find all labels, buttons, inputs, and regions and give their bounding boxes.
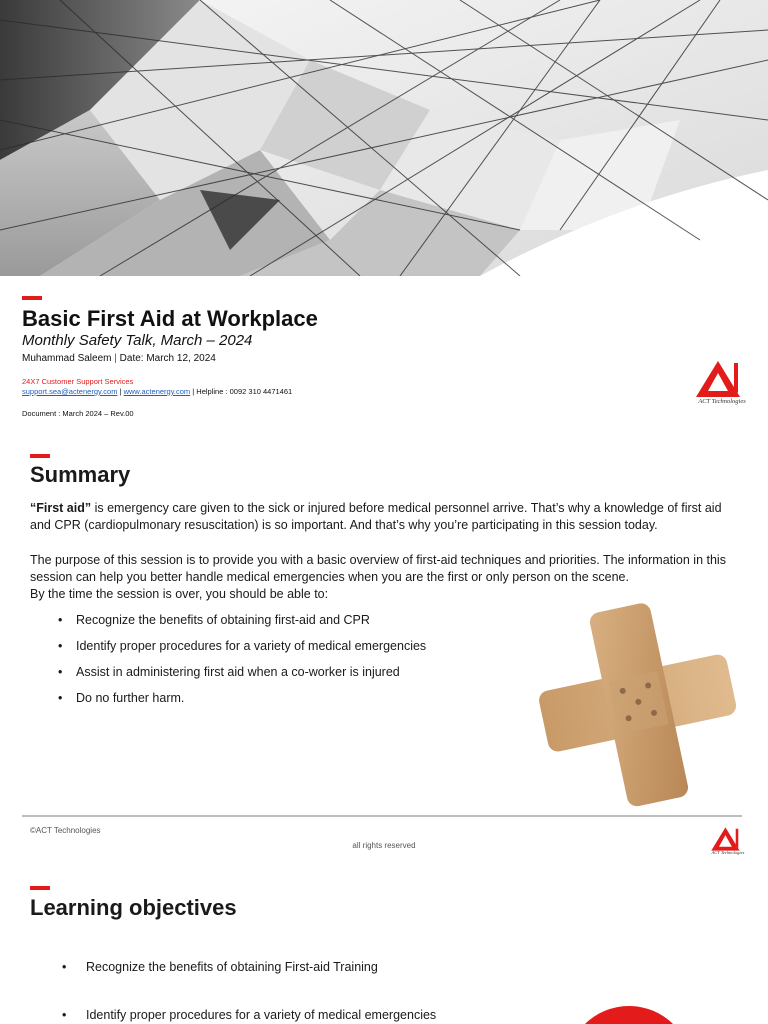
logo-company-name: ACT Technologies	[698, 398, 746, 405]
footer-rights: all rights reserved	[352, 841, 416, 850]
author-separator: |	[114, 353, 117, 364]
list-item: • Recognize the benefits of obtaining first-aid and CPR	[58, 611, 426, 637]
first-aid-term: “First aid”	[30, 501, 92, 515]
title-accent-bar	[22, 296, 42, 300]
website-link[interactable]: www.actenergy.com	[123, 387, 191, 396]
objectives-heading: Learning objectives	[30, 895, 237, 920]
summary-heading: Summary	[30, 462, 131, 487]
document-revision: Document : March 2024 – Rev.00	[22, 409, 134, 418]
cross-bandage-image	[532, 602, 744, 808]
list-item: • Do no further harm.	[58, 689, 426, 715]
summary-paragraph-3: By the time the session is over, you should be able to:	[30, 587, 329, 601]
hero-architecture-image	[0, 0, 768, 276]
list-item: • Identify proper procedures for a variety of medical emergencies	[58, 637, 426, 663]
company-logo	[694, 359, 750, 411]
objectives-bullet-list	[62, 958, 436, 1024]
author-name: Muhammad Saleem	[22, 353, 112, 364]
support-separator: |	[119, 387, 122, 396]
helpline-text: | Helpline : 0092 310 4471461	[192, 387, 293, 396]
footer-copyright: ©ACT Technologies	[30, 826, 101, 835]
list-item: • Recognize the benefits of obtaining First-aid Training	[62, 958, 436, 1006]
act-triangle-logo-icon	[694, 359, 750, 399]
support-contact-line	[22, 387, 292, 396]
summary-paragraph-2: The purpose of this session is to provide you with a basic overview of first-aid techniques and priorities. The information in this session can help you better handle medical emergencies when you are the first or only person on the scene.	[30, 553, 726, 584]
support-title: 24X7 Customer Support Services	[22, 377, 134, 386]
act-triangle-logo-icon	[710, 826, 746, 852]
red-circle-decoration	[566, 1006, 692, 1024]
presentation-date: Date: March 12, 2024	[119, 353, 216, 364]
summary-paragraph-1-text: is emergency care given to the sick or injured before medical personnel arrive. That’s why a knowledge of first aid and CPR (cardiopulmonary resuscitation) is so important. And that’s why you’re participating in this session today.	[30, 501, 722, 532]
document-subtitle: Monthly Safety Talk, March – 2024	[22, 332, 253, 349]
support-email-link[interactable]: support.sea@actenergy.com	[22, 387, 118, 396]
document-title: Basic First Aid at Workplace	[22, 306, 318, 331]
footer-logo	[710, 826, 746, 858]
objectives-accent-bar	[30, 886, 50, 890]
summary-accent-bar	[30, 454, 50, 458]
footer-logo-name: ACT Technologies	[711, 850, 745, 855]
summary-bullet-list	[58, 611, 426, 715]
list-item: • Identify proper procedures for a variety of medical emergencies	[62, 1006, 436, 1024]
author-date-line	[22, 353, 216, 364]
summary-paragraph-1	[30, 500, 740, 534]
list-item: • Assist in administering first aid when a co-worker is injured	[58, 663, 426, 689]
footer-divider	[22, 815, 742, 817]
